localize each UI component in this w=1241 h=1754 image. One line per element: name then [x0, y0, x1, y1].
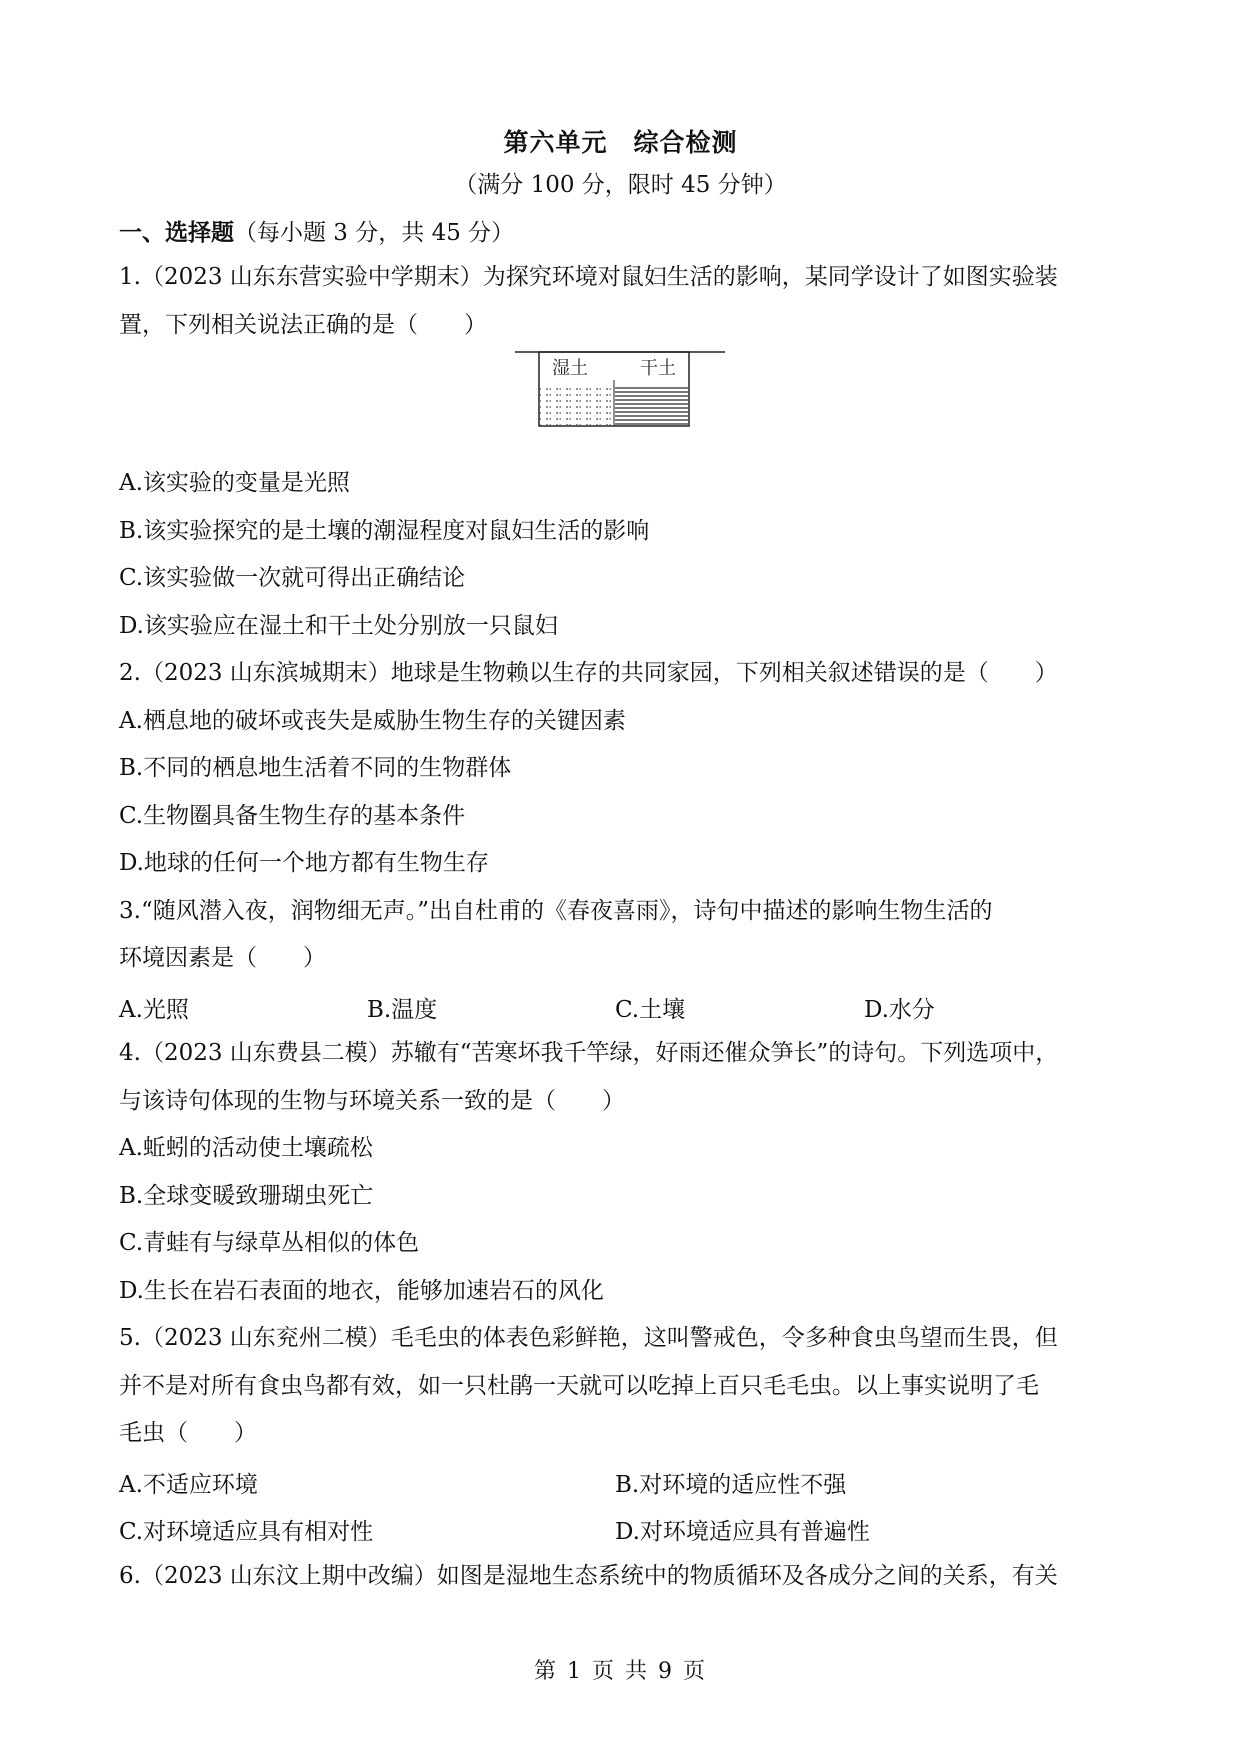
q2-option-c: C.生物圈具备生物生存的基本条件 [119, 803, 466, 829]
soil-experiment-figure [515, 350, 725, 430]
q5-option-d: D.对环境适应具有普遍性 [615, 1519, 870, 1545]
q5-option-c: C.对环境适应具有相对性 [119, 1519, 374, 1545]
q3-option-b: B.温度 [367, 997, 438, 1023]
dry-soil-area [615, 386, 688, 425]
q3-stem-line2: 环境因素是（ ） [119, 945, 326, 971]
q5-option-a: A.不适应环境 [119, 1472, 258, 1498]
q5-stem-line1: 5.（2023 山东兖州二模）毛毛虫的体表色彩鲜艳，这叫警戒色，令多种食虫鸟望而生畏，但 [119, 1325, 1058, 1351]
q3-option-c: C.土壤 [615, 997, 686, 1023]
q1-option-a: A.该实验的变量是光照 [119, 470, 350, 496]
q5-stem-line3: 毛虫（ ） [119, 1420, 257, 1446]
wet-soil-area [540, 386, 613, 425]
page-footer: 第 1 页 共 9 页 [534, 1659, 707, 1684]
q1-stem-line1: 1.（2023 山东东营实验中学期末）为探究环境对鼠妇生活的影响，某同学设计了如图实验装 [119, 264, 1058, 290]
q3-stem-line1: 3.“随风潜入夜，润物细无声。”出自杜甫的《春夜喜雨》，诗句中描述的影响生物生活的 [119, 898, 993, 924]
q2-option-d: D.地球的任何一个地方都有生物生存 [119, 850, 489, 876]
q3-option-a: A.光照 [119, 997, 189, 1023]
page-subtitle: （满分 100 分，限时 45 分钟） [454, 172, 787, 198]
page-title: 第六单元 综合检测 [503, 128, 738, 157]
wet-soil-label: 湿土 [552, 358, 588, 379]
q5-stem-line2: 并不是对所有食虫鸟都有效，如一只杜鹃一天就可以吃掉上百只毛毛虫。以上事实说明了毛 [119, 1373, 1039, 1399]
q1-option-d: D.该实验应在湿土和干土处分别放一只鼠妇 [119, 613, 558, 639]
dry-soil-label: 干土 [640, 358, 676, 379]
q3-option-d: D.水分 [864, 997, 935, 1023]
section-title: 一、选择题 [119, 219, 234, 246]
q4-stem-line1: 4.（2023 山东费县二模）苏辙有“苦寒坏我千竿绿，好雨还催众笋长”的诗句。下列选项中， [119, 1040, 1059, 1066]
q4-option-b: B.全球变暖致珊瑚虫死亡 [119, 1183, 374, 1209]
q1-stem-line2: 置，下列相关说法正确的是（ ） [119, 312, 487, 338]
q4-option-d: D.生长在岩石表面的地衣，能够加速岩石的风化 [119, 1278, 604, 1304]
q2-option-a: A.栖息地的破坏或丧失是威胁生物生存的关键因素 [119, 708, 626, 734]
q2-option-b: B.不同的栖息地生活着不同的生物群体 [119, 755, 512, 781]
q1-option-c: C.该实验做一次就可得出正确结论 [119, 565, 466, 591]
q4-option-a: A.蚯蚓的活动使土壤疏松 [119, 1135, 373, 1161]
q5-option-b: B.对环境的适应性不强 [615, 1472, 847, 1498]
q4-stem-line2: 与该诗句体现的生物与环境关系一致的是（ ） [119, 1088, 625, 1114]
q4-option-c: C.青蛙有与绿草丛相似的体色 [119, 1230, 420, 1256]
section-heading [119, 214, 514, 247]
q1-option-b: B.该实验探究的是土壤的潮湿程度对鼠妇生活的影响 [119, 518, 650, 544]
q6-stem-line1: 6.（2023 山东汶上期中改编）如图是湿地生态系统中的物质循环及各成分之间的关系，有关 [119, 1563, 1058, 1589]
section-note: （每小题 3 分，共 45 分） [234, 220, 515, 246]
q2-stem-line1: 2.（2023 山东滨城期末）地球是生物赖以生存的共同家园，下列相关叙述错误的是（ ） [119, 660, 1058, 686]
